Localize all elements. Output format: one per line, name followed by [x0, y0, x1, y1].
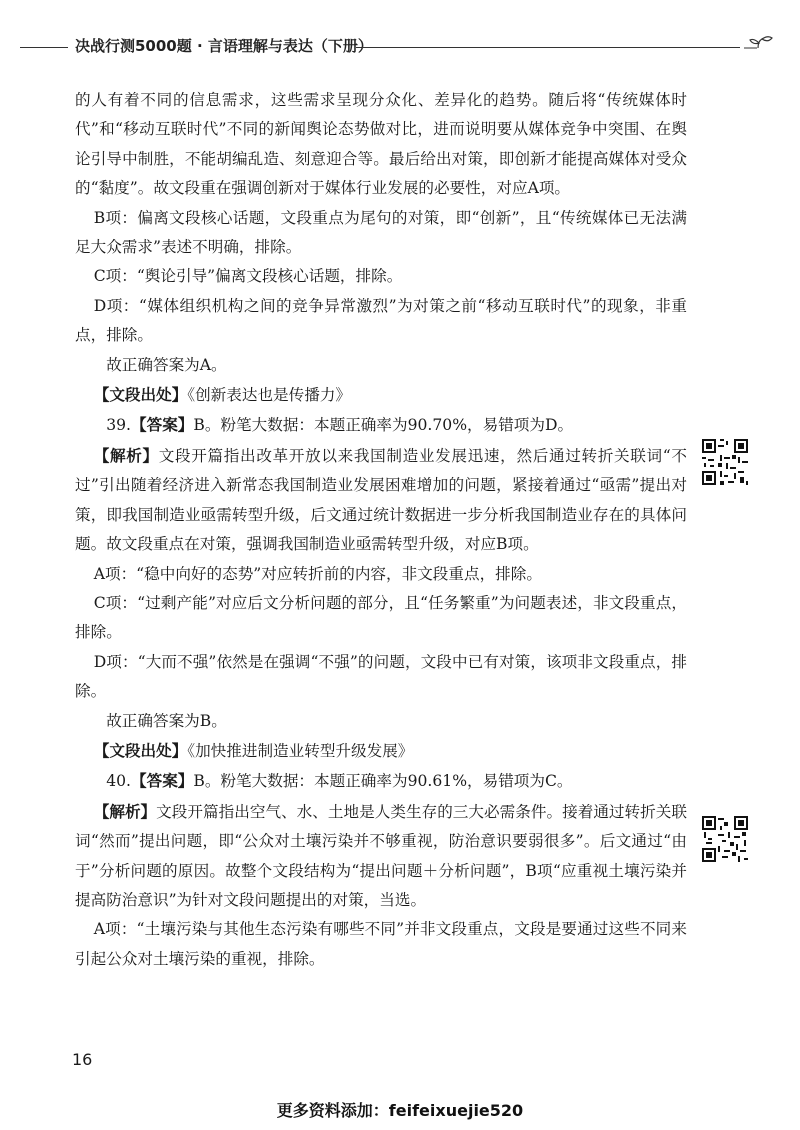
- page-body: [75, 86, 687, 974]
- q39-source-citation: 【文段出处】《加快推进制造业转型升级发展》: [93, 740, 414, 760]
- q40-option-a-analysis: A项：“土壤污染与其他生态污染有哪些不同”并非文段重点，文段是要通过这些不同来引起公众对土壤污染的重视，排除。: [75, 920, 687, 968]
- source-citation: 【文段出处】《创新表达也是传播力》: [93, 385, 352, 405]
- answer-statement: 故正确答案为A。: [106, 355, 227, 374]
- q39-option-d-analysis: D项：“大而不强”依然是在强调“不强”的问题，文段中已有对策，该项非文段重点，排除。: [75, 652, 687, 701]
- option-c-analysis: C项：“舆论引导”偏离文段核心话题，排除。: [93, 267, 403, 286]
- question-40-analysis: 【解析】文段开篇指出空气、水、土地是人类生存的三大必需条件。接着通过转折关联词“然而”提出问题，即“公众对土壤污染并不够重视，防治意识要弱很多”。后文通过“由于”分析问题的原因。故整个文段结构为“提出问题＋分析问题”，B项“应重视土壤污染并提高防治意识”为针对文段问题提出的对策，当选。: [75, 801, 687, 909]
- q39-option-c-analysis: C项：“过剩产能”对应后文分析问题的部分，且“任务繁重”为问题表述，非文段重点，排除。: [75, 593, 687, 642]
- page-number: 16: [72, 1050, 93, 1069]
- sprout-icon: [744, 35, 774, 57]
- question-40-answer: 40.【答案】B。粉笔大数据：本题正确率为90.61%，易错项为C。: [106, 771, 573, 791]
- header-rule-right: [356, 47, 740, 48]
- footer-watermark: 更多资料添加：feifeixuejie520: [276, 1101, 524, 1120]
- qr-code-icon[interactable]: [700, 814, 750, 864]
- q39-option-a-analysis: A项：“稳中向好的态势”对应转折前的内容，非文段重点，排除。: [93, 564, 542, 583]
- header-title: 决战行测5000题 · 言语理解与表达（下册）: [75, 37, 373, 55]
- option-d-analysis: D项：“媒体组织机构之间的竞争异常激烈”为对策之前“移动互联时代”的现象，非重点，排除。: [75, 296, 687, 345]
- paragraph-continuation: 的人有着不同的信息需求，这些需求呈现分众化、差异化的趋势。随后将“传统媒体时代”和“移动互联时代”不同的新闻舆论态势做对比，进而说明要从媒体竞争中突围、在舆论引导中制胜，不能胡编乱造、刻意迎合等。最后给出对策，即创新才能提高媒体对受众的“黏度”。故文段重在强调创新对于媒体行业发展的必要性，对应A项。: [75, 91, 687, 198]
- option-b-analysis: B项：偏离文段核心话题，文段重点为尾句的对策，即“创新”，且“传统媒体已无法满足大众需求”表述不明确，排除。: [75, 208, 687, 257]
- question-39-answer: 39.【答案】B。粉笔大数据：本题正确率为90.70%，易错项为D。: [106, 415, 574, 435]
- running-header: [20, 35, 780, 57]
- qr-code-icon[interactable]: [700, 437, 750, 487]
- question-39-analysis: 【解析】文段开篇指出改革开放以来我国制造业发展迅速，然后通过转折关联词“不过”引出随着经济进入新常态我国制造业发展困难增加的问题，紧接着通过“亟需”提出对策，即我国制造业亟需转型升级，后文通过统计数据进一步分析我国制造业存在的具体问题。故文段重点在对策，强调我国制造业亟需转型升级，对应B项。: [75, 445, 687, 554]
- header-rule-left: [20, 47, 68, 48]
- q39-answer-statement: 故正确答案为B。: [106, 711, 227, 730]
